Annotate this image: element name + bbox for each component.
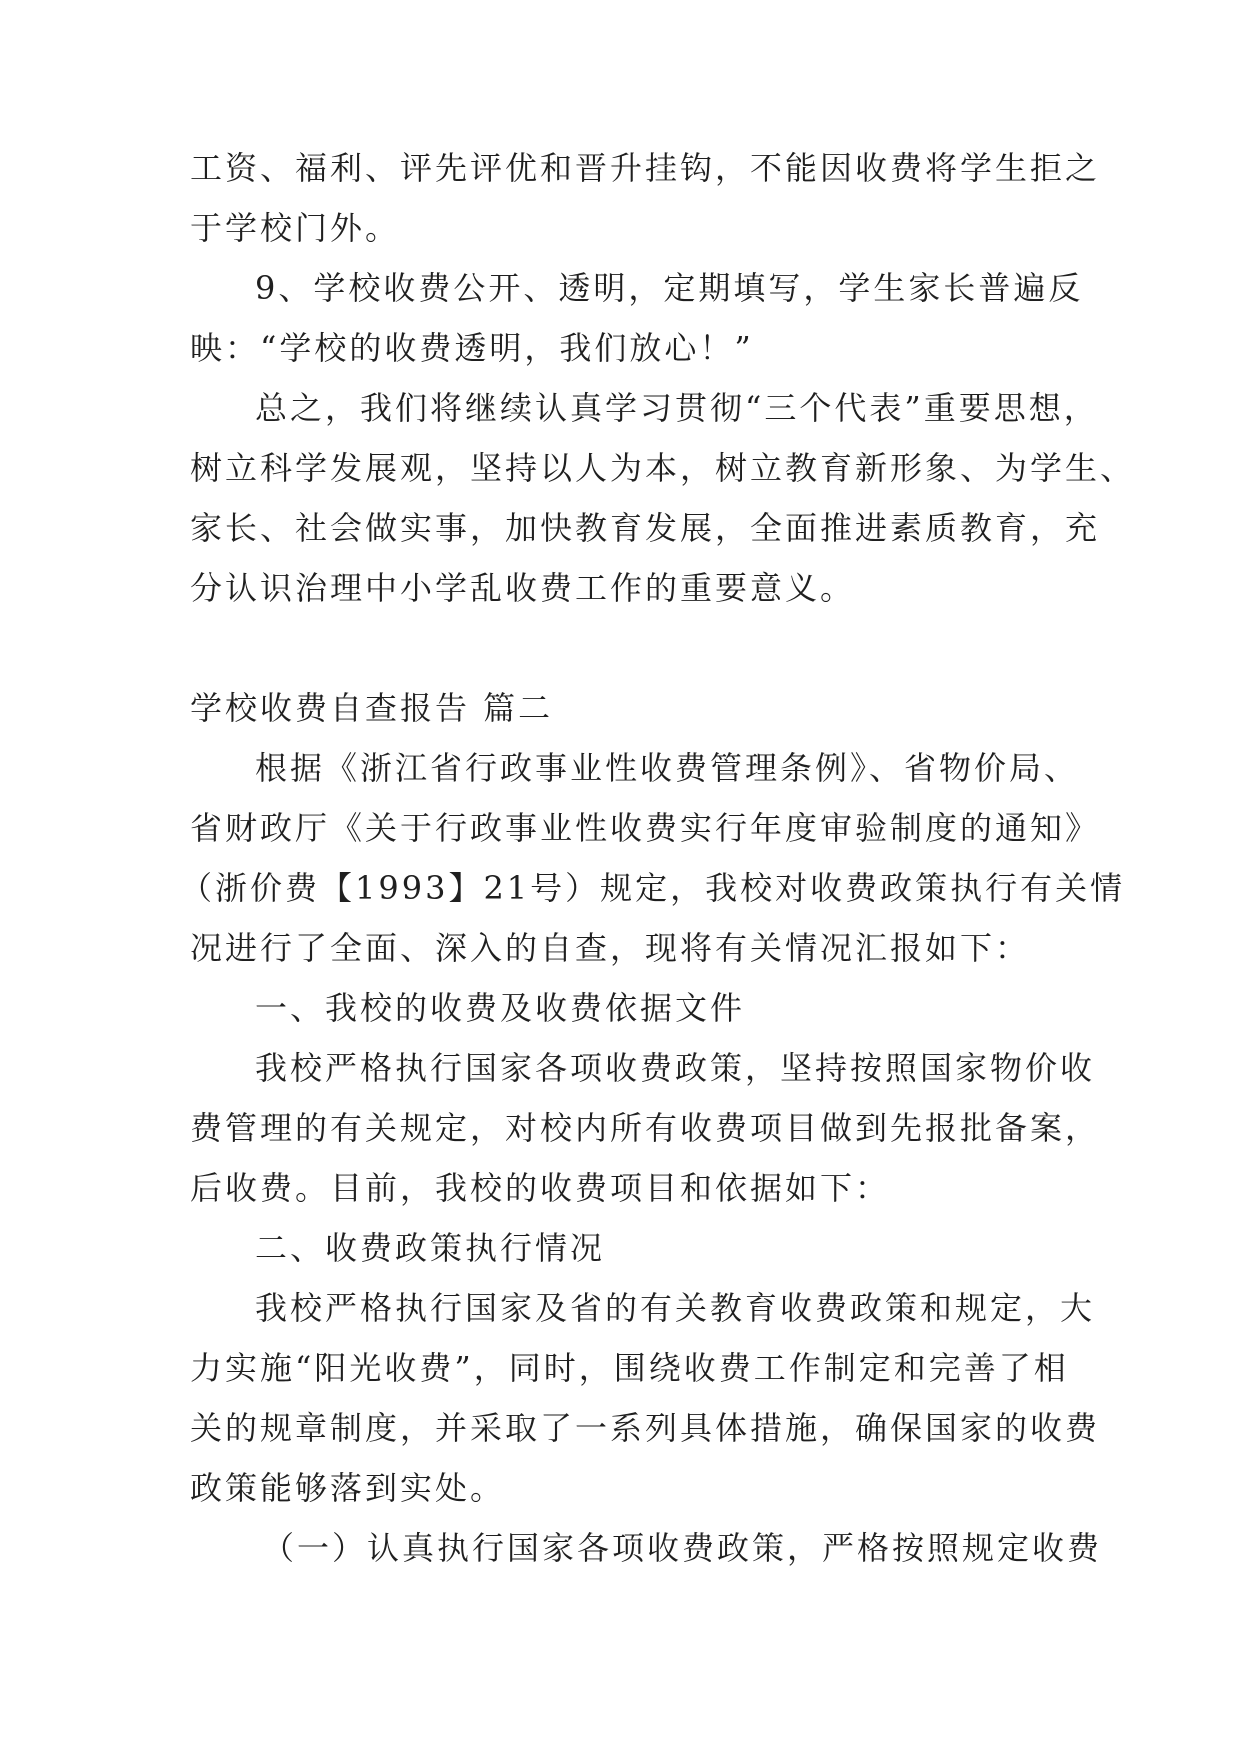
text-line: 家长、社会做实事，加快教育发展，全面推进素质教育，充 (190, 509, 1101, 547)
text-line: （浙价费【1993】21号）规定，我校对收费政策执行有关情 (180, 869, 1126, 907)
text-line: 根据《浙江省行政事业性收费管理条例》、省物价局、 (255, 749, 1080, 787)
text-line: 工资、福利、评先评优和晋升挂钩，不能因收费将学生拒之 (190, 149, 1101, 187)
text-line: 树立科学发展观，坚持以人为本，树立教育新形象、为学生、 (190, 449, 1136, 487)
text-line: 况进行了全面、深入的自查，现将有关情况汇报如下： (190, 929, 1031, 967)
text-line: 二、收费政策执行情况 (255, 1229, 606, 1267)
text-line: 于学校门外。 (190, 209, 401, 247)
text-line: 政策能够落到实处。 (190, 1469, 506, 1507)
text-line: 一、我校的收费及收费依据文件 (255, 989, 746, 1027)
text-line: 费管理的有关规定，对校内所有收费项目做到先报批备案， (190, 1109, 1101, 1147)
text-line: 分认识治理中小学乱收费工作的重要意义。 (190, 569, 856, 607)
text-line: 关的规章制度，并采取了一系列具体措施，确保国家的收费 (190, 1409, 1101, 1447)
section-heading: 学校收费自查报告 篇二 (190, 689, 554, 727)
text-line: 映：“学校的收费透明，我们放心！” (190, 329, 754, 367)
text-line: 9、学校收费公开、透明，定期填写，学生家长普遍反 (255, 269, 1084, 307)
text-line: （一）认真执行国家各项收费政策，严格按照规定收费 (262, 1529, 1103, 1567)
text-line: 省财政厅《关于行政事业性收费实行年度审验制度的通知》 (190, 809, 1101, 847)
text-line: 后收费。目前，我校的收费项目和依据如下： (190, 1169, 891, 1207)
text-line: 我校严格执行国家各项收费政策，坚持按照国家物价收 (255, 1049, 1096, 1087)
text-line: 力实施“阳光收费”，同时，围绕收费工作制定和完善了相 (190, 1349, 1069, 1387)
text-line: 我校严格执行国家及省的有关教育收费政策和规定，大 (255, 1289, 1096, 1327)
text-line: 总之，我们将继续认真学习贯彻“三个代表”重要思想， (255, 389, 1099, 427)
